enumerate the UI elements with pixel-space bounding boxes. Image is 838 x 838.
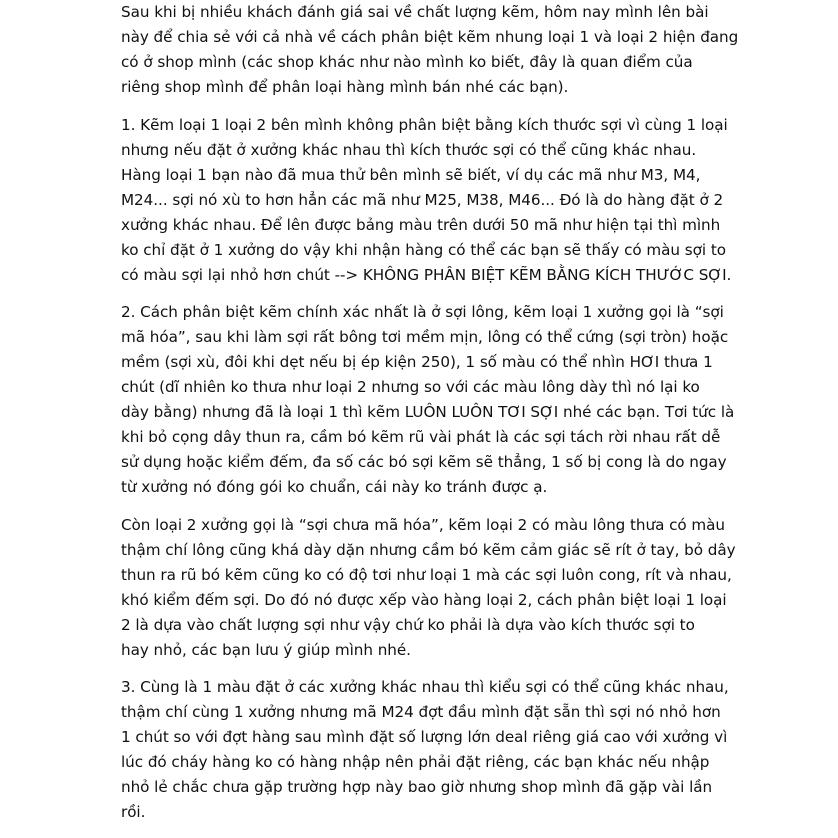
text-line: xưởng khác nhau. Để lên được bảng màu trên dưới 50 mã như hiện tại thì mình: [121, 215, 721, 234]
text-line: lúc đó cháy hàng ko có hàng nhập nên phải đặt riêng, các bạn khác nếu nhập: [121, 753, 710, 771]
paragraph-gap: [121, 500, 721, 513]
paragraph-gap: [121, 100, 721, 113]
text-line: 1. Kẽm loại 1 loại 2 bên mình không phân biệt bằng kích thước sợi vì cùng 1 loại: [121, 115, 728, 134]
text-line: sử dụng hoặc kiểm đếm, đa số các bó sợi kẽm sẽ thẳng, 1 số bị cong là do ngay: [121, 453, 727, 471]
text-line: từ xưởng nó đóng gói ko chuẩn, cái này ko tránh được ạ.: [121, 478, 548, 496]
text-line: 2. Cách phân biệt kẽm chính xác nhất là ở sợi lông, kẽm loại 1 xưởng gọi là “sợi: [121, 303, 724, 321]
text-line: mềm (sợi xù, đôi khi dẹt nếu bị ép kiện 250), 1 số màu có thể nhìn HƠI thưa 1: [121, 353, 713, 371]
text-line: khó kiểm đếm sợi. Do đó nó được xếp vào hàng loại 2, cách phân biệt loại 1 loại: [121, 590, 727, 609]
text-line: nhưng nếu đặt ở xưởng khác nhau thì kích thước sợi có thể cũng khác nhau.: [121, 140, 697, 159]
text-line: có ở shop mình (các shop khác như nào mình ko biết, đây là quan điểm của: [121, 53, 693, 71]
text-line: mã hóa”, sau khi làm sợi rất bông tơi mềm mịn, lông có thể cứng (sợi tròn) hoặc: [121, 328, 729, 346]
text-line: dày bằng) nhưng đã là loại 1 thì kẽm LUÔN LUÔN TƠI SỢI nhé các bạn. Tơi tức là: [121, 403, 735, 421]
document-text: [121, 0, 739, 825]
text-line: 1 chút so với đợt hàng sau mình đặt số lượng lớn deal riêng giá cao với xưởng vì: [121, 728, 728, 746]
text-line: có màu sợi lại nhỏ hơn chút --> KHÔNG PHÂN BIỆT KẼM BẰNG KÍCH THƯỚC SỢI.: [121, 265, 732, 284]
text-line: ko chỉ đặt ở 1 xưởng do vậy khi nhận hàng có thể các bạn sẽ thấy có màu sợi to: [121, 240, 726, 259]
text-line: Hàng loại 1 bạn nào đã mua thử bên mình sẽ biết, ví dụ các mã như M3, M4,: [121, 165, 701, 184]
text-line: Còn loại 2 xưởng gọi là “sợi chưa mã hóa”, kẽm loại 2 có màu lông thưa có màu: [121, 515, 726, 534]
text-line: thậm chí lông cũng khá dày dặn nhưng cầm bó kẽm cảm giác sẽ rít ở tay, bỏ dây: [121, 540, 736, 559]
paragraph-type-2: [121, 513, 736, 663]
paragraph-gap: [121, 288, 721, 301]
text-line: Sau khi bị nhiều khách đánh giá sai về chất lượng kẽm, hôm nay mình lên bài: [121, 3, 709, 21]
text-line: 3. Cùng là 1 màu đặt ở các xưởng khác nhau thì kiểu sợi có thể cũng khác nhau,: [121, 678, 729, 696]
text-line: thun ra rũ bó kẽm cũng ko có độ tơi như loại 1 mà các sợi luôn cong, rít và nhau,: [121, 565, 732, 584]
text-line: hay nhỏ, các bạn lưu ý giúp mình nhé.: [121, 640, 411, 659]
text-line: nhỏ lẻ chắc chưa gặp trường hợp này bao giờ nhưng shop mình đã gặp vài lần: [121, 778, 713, 796]
text-line: M24... sợi nó xù to hơn hẳn các mã như M25, M38, M46... Đó là do hàng đặt ở 2: [121, 190, 724, 209]
paragraph-intro: [121, 0, 739, 100]
paragraph-gap: [121, 663, 721, 676]
text-line: thậm chí cùng 1 xưởng nhưng mã M24 đợt đầu mình đặt sẵn thì sợi nó nhỏ hơn: [121, 703, 721, 721]
text-line: khi bỏ cọng dây thun ra, cầm bó kẽm rũ vài phát là các sợi tách rời nhau rất dễ: [121, 428, 721, 446]
text-line: chút (dĩ nhiên ko thưa như loại 2 nhưng so với các màu lông dày thì nó lại ko: [121, 378, 700, 396]
text-line: này để chia sẻ với cả nhà về cách phân biệt kẽm nhung loại 1 và loại 2 hiện đang: [121, 28, 739, 46]
paragraph-point-2: [121, 300, 735, 500]
text-line: 2 là dựa vào chất lượng sợi như vậy chứ ko phải là dựa vào kích thước sợi to: [121, 615, 695, 634]
text-line: rồi.: [121, 803, 146, 821]
text-line: riêng shop mình để phân loại hàng mình bán nhé các bạn).: [121, 78, 569, 96]
paragraph-point-1: [121, 113, 732, 288]
paragraph-point-3: [121, 675, 729, 825]
